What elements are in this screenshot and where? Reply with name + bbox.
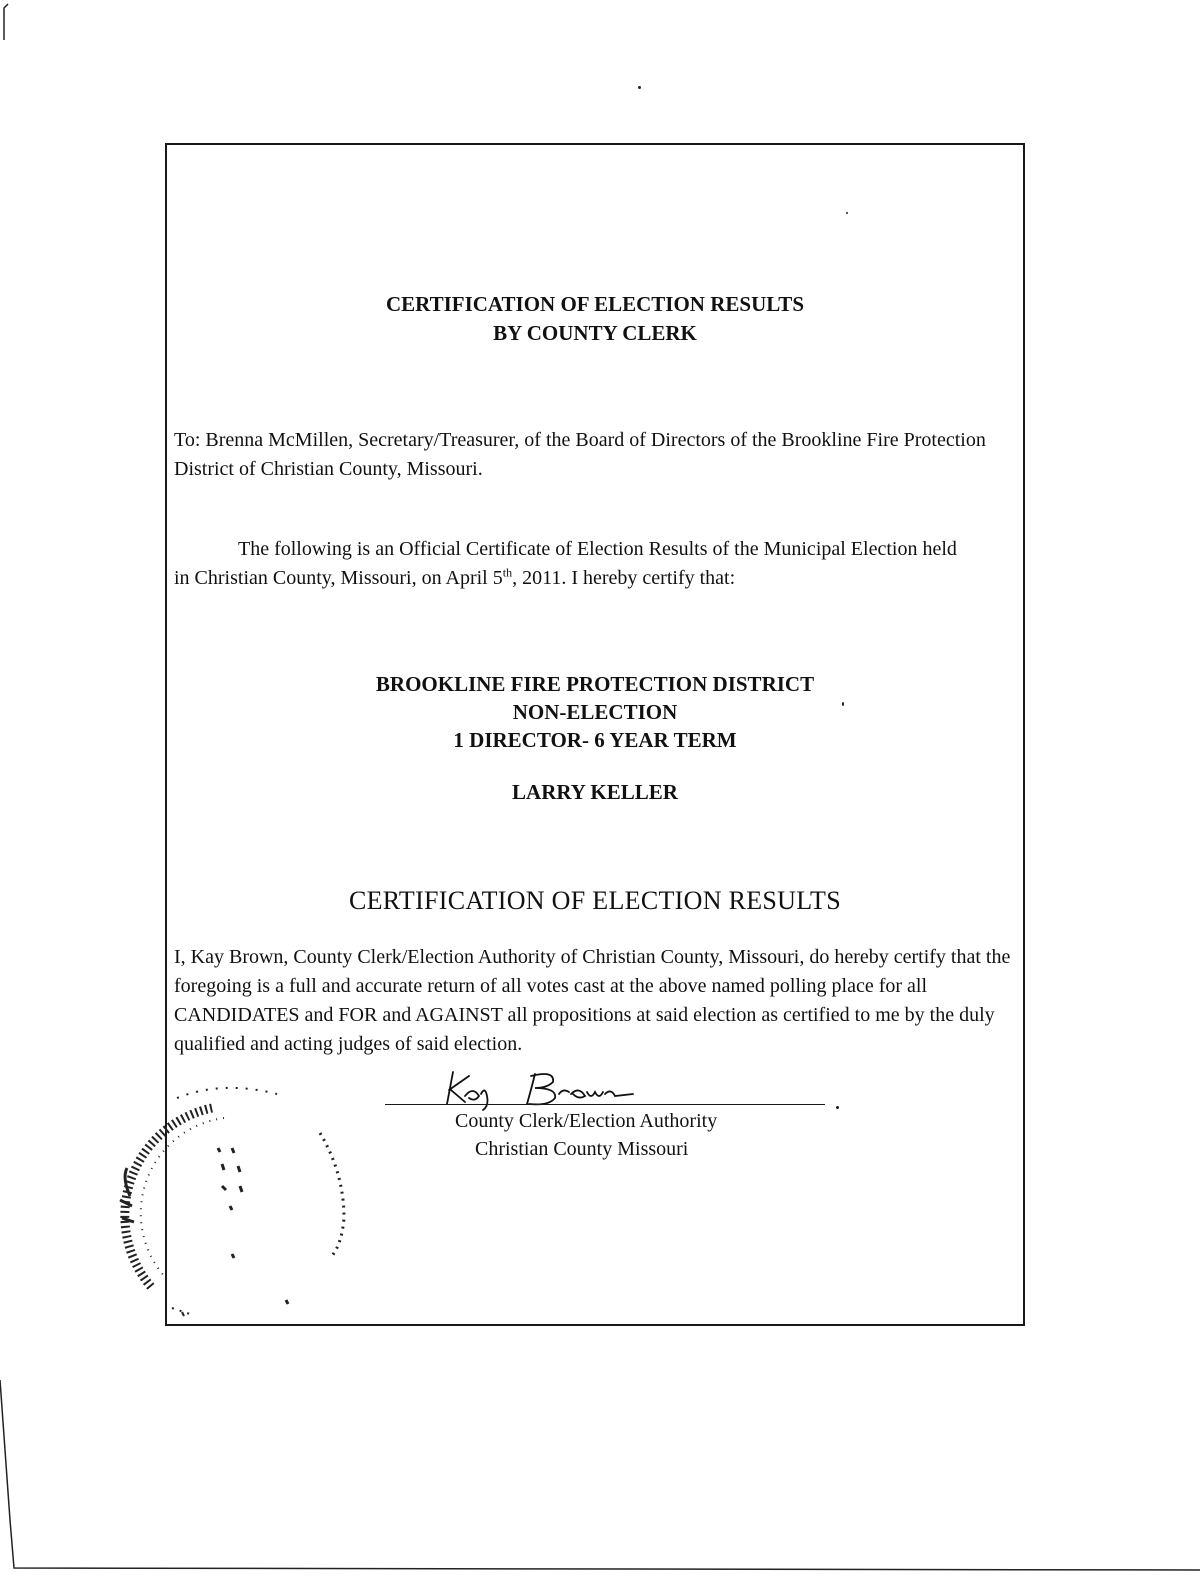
- signature-line: [385, 1104, 825, 1105]
- signer-county: Christian County Missouri: [475, 1138, 689, 1160]
- signer-title: County Clerk/Election Authority: [455, 1110, 718, 1132]
- district-block: [165, 670, 1025, 754]
- addressee-paragraph: To: Brenna McMillen, Secretary/Treasurer, of the Board of Directors of the Brookline Fire Protection District of Christian County, Missouri.: [174, 429, 986, 480]
- handwritten-signature: [435, 1066, 655, 1112]
- district-name: BROOKLINE FIRE PROTECTION DISTRICT: [375, 672, 815, 696]
- scan-speck: [638, 86, 641, 89]
- signature-caption: [455, 1107, 717, 1163]
- certification-heading: CERTIFICATION OF ELECTION RESULTS: [348, 886, 841, 915]
- candidate-name: LARRY KELLER: [512, 780, 678, 804]
- certification-statement: I, Kay Brown, County Clerk/Election Authority of Christian County, Missouri, do hereby certify that the foregoing is a full and accurate return of all votes cast at the above named polling place for all CANDIDATES and FOR and AGAINST all propositions at said election as certified to me by the duly qualified and acting judges of said election.: [174, 946, 1011, 1055]
- election-status: NON-ELECTION: [512, 700, 678, 724]
- county-seal-icon: [92, 1078, 372, 1328]
- title-line-1: CERTIFICATION OF ELECTION RESULTS: [385, 292, 804, 316]
- intro-paragraph: [174, 535, 974, 593]
- intro-text: The following is an Official Certificate of Election Results of the Municipal Election held in Christian County, Missouri, on April 5: [174, 538, 957, 589]
- title-line-2: BY COUNTY CLERK: [493, 321, 697, 345]
- intro-text-end: , 2011. I hereby certify that:: [512, 567, 736, 589]
- document-title: [165, 290, 1025, 348]
- office-term: 1 DIRECTOR- 6 YEAR TERM: [453, 728, 737, 752]
- date-ordinal-suffix: th: [502, 565, 513, 580]
